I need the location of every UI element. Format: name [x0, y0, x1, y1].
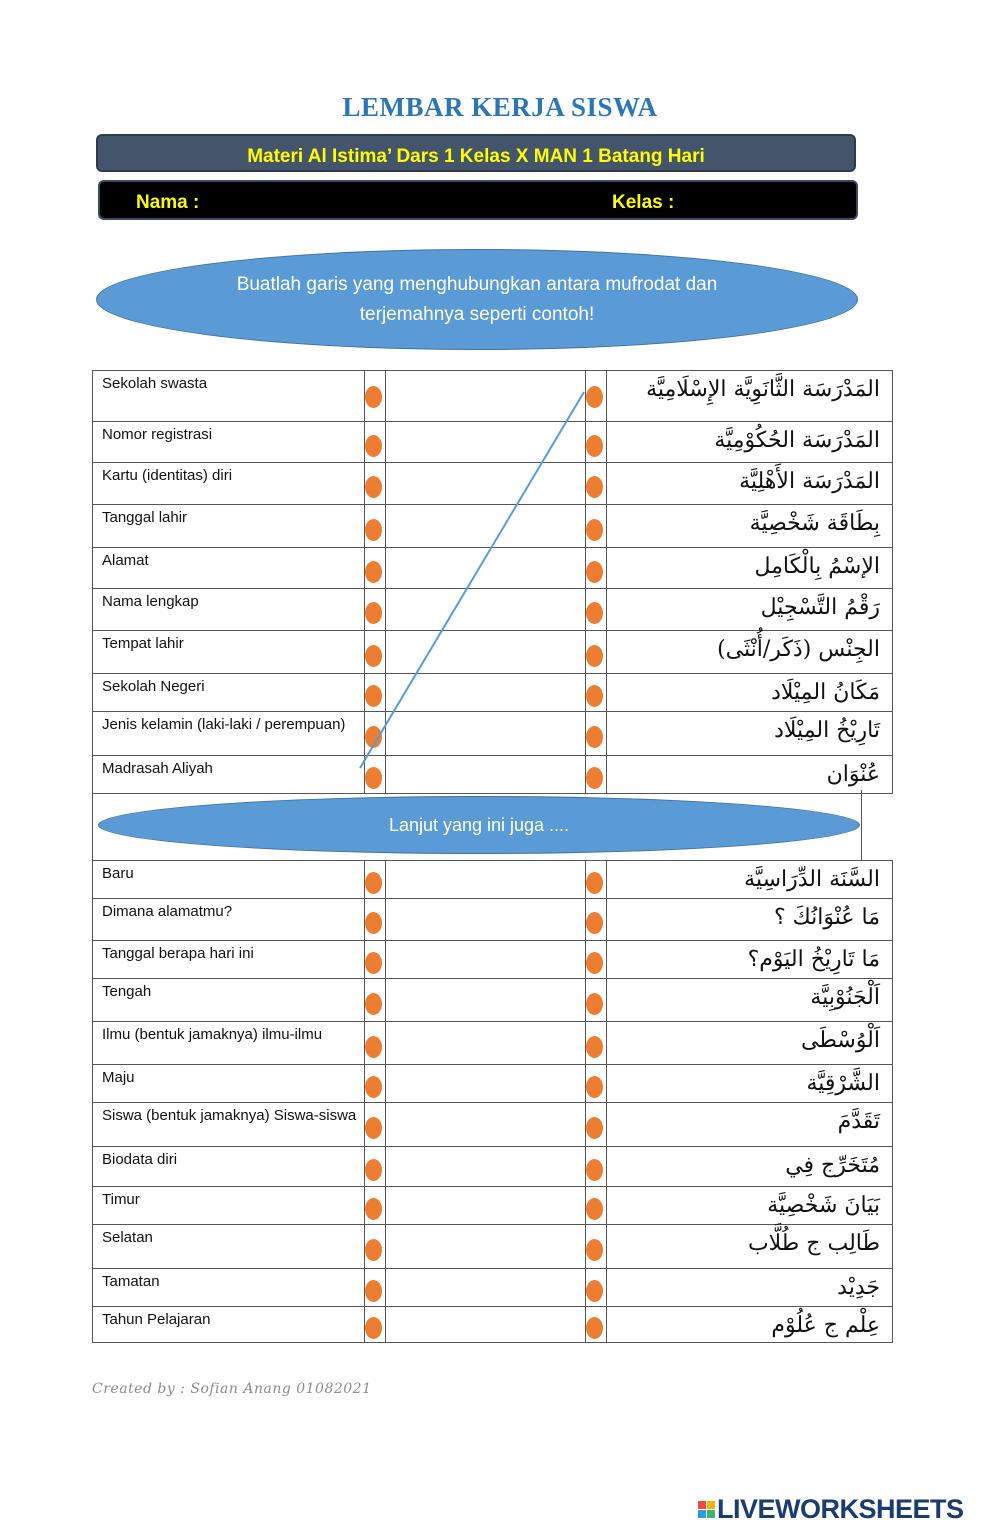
matching-table-2: [92, 860, 893, 1343]
class-label: Kelas :: [612, 192, 675, 213]
left-connector-dot[interactable]: [365, 952, 382, 974]
arabic-term: الشَّرْقِيَّة: [607, 1065, 893, 1103]
arabic-term: اَلْوُسْطَى: [607, 1022, 893, 1065]
connection-area: [386, 1103, 586, 1147]
left-connector-dot[interactable]: [365, 476, 382, 498]
right-connector-dot[interactable]: [586, 685, 603, 707]
instruction-bubble: [96, 249, 858, 350]
brand-name: LIVEWORKSHEETS: [717, 1493, 964, 1524]
left-connector-dot[interactable]: [365, 1280, 382, 1302]
table-row: [93, 674, 893, 712]
left-connector-dot[interactable]: [365, 1076, 382, 1098]
right-connector-dot[interactable]: [586, 1239, 603, 1261]
right-connector-dot[interactable]: [586, 519, 603, 541]
table-row: [93, 1307, 893, 1343]
left-connector-dot[interactable]: [365, 561, 382, 583]
indonesian-term: Sekolah Negeri: [93, 674, 365, 712]
table-row: [93, 1065, 893, 1103]
right-connector-dot[interactable]: [586, 726, 603, 748]
left-connector-dot[interactable]: [365, 872, 382, 894]
table-row: [93, 941, 893, 979]
right-connector-dot[interactable]: [586, 1076, 603, 1098]
connection-area: [386, 1307, 586, 1343]
student-info-bar: [98, 180, 858, 220]
left-connector-dot[interactable]: [365, 602, 382, 624]
page-title: LEMBAR KERJA SISWA: [342, 92, 658, 122]
connection-area: [386, 548, 586, 589]
indonesian-term: Timur: [93, 1187, 365, 1225]
indonesian-term: Tanggal lahir: [93, 505, 365, 548]
connection-area: [386, 979, 586, 1022]
arabic-term: مَا تَارِيْخُ اليَوْم؟: [607, 941, 893, 979]
indonesian-term: Jenis kelamin (laki-laki / perempuan): [93, 712, 365, 756]
right-connector-dot[interactable]: [586, 1198, 603, 1220]
arabic-term: المَدْرَسَة الحُكُوْمِيَّة: [607, 422, 893, 463]
left-connector-dot[interactable]: [365, 993, 382, 1015]
left-connector-dot[interactable]: [365, 1159, 382, 1181]
right-connector-dot[interactable]: [586, 767, 603, 789]
left-connector-dot[interactable]: [365, 1117, 382, 1139]
indonesian-term: Tempat lahir: [93, 631, 365, 674]
subject-banner: Materi Al Istima’ Dars 1 Kelas X MAN 1 Batang Hari: [96, 134, 856, 172]
arabic-term: الإسْمُ بِالْكَامِل: [607, 548, 893, 589]
indonesian-term: Dimana alamatmu?: [93, 899, 365, 941]
connection-area: [386, 1022, 586, 1065]
connection-area: [386, 941, 586, 979]
table-row: [93, 371, 893, 422]
table-row: [93, 1187, 893, 1225]
connection-area: [386, 861, 586, 899]
connection-area: [386, 899, 586, 941]
table-row: [93, 1022, 893, 1065]
right-connector-dot[interactable]: [586, 1280, 603, 1302]
table-row: [93, 979, 893, 1022]
connection-area: [386, 1269, 586, 1307]
connection-area: [386, 1065, 586, 1103]
left-connector-dot[interactable]: [365, 1317, 382, 1339]
liveworksheets-logo-icon: [698, 1501, 715, 1518]
left-connector-dot[interactable]: [365, 685, 382, 707]
connection-area: [386, 589, 586, 631]
right-connector-dot[interactable]: [586, 645, 603, 667]
right-connector-dot[interactable]: [586, 1036, 603, 1058]
table-row: [93, 631, 893, 674]
connection-area: [386, 674, 586, 712]
table-row: [93, 712, 893, 756]
arabic-term: تَقَدَّمَ: [607, 1103, 893, 1147]
arabic-term: السَّنَة الدِّرَاسِيَّة: [607, 861, 893, 899]
indonesian-term: Madrasah Aliyah: [93, 756, 365, 794]
connection-area: [386, 1147, 586, 1187]
arabic-term: مَا عُنْوَانُكَ ؟: [607, 899, 893, 941]
connection-area: [386, 422, 586, 463]
indonesian-term: Kartu (identitas) diri: [93, 463, 365, 505]
table-row: [93, 861, 893, 899]
right-connector-dot[interactable]: [586, 476, 603, 498]
arabic-term: المَدْرَسَة الثَّانَوِيَّة الإِسْلَامِيَّة: [607, 371, 893, 422]
name-label: Nama :: [136, 192, 200, 213]
right-connector-dot[interactable]: [586, 912, 603, 934]
connection-area: [386, 371, 586, 422]
left-connector-dot[interactable]: [365, 1036, 382, 1058]
connection-area: [386, 1187, 586, 1225]
indonesian-term: Tanggal berapa hari ini: [93, 941, 365, 979]
table-row: [93, 463, 893, 505]
left-connector-dot[interactable]: [365, 435, 382, 457]
left-connector-dot[interactable]: [365, 726, 382, 748]
arabic-term: طَالِب ج طُلَّاب: [607, 1225, 893, 1269]
table-row: [93, 589, 893, 631]
connection-area: [386, 631, 586, 674]
table-row: [93, 1225, 893, 1269]
left-connector-dot[interactable]: [365, 1198, 382, 1220]
left-connector-dot[interactable]: [365, 912, 382, 934]
arabic-term: جَدِيْد: [607, 1269, 893, 1307]
table-row: [93, 756, 893, 794]
indonesian-term: Sekolah swasta: [93, 371, 365, 422]
table-row: [93, 1147, 893, 1187]
right-connector-dot[interactable]: [586, 1159, 603, 1181]
indonesian-term: Nomor registrasi: [93, 422, 365, 463]
table-row: [93, 1269, 893, 1307]
right-connector-dot[interactable]: [586, 993, 603, 1015]
right-connector-dot[interactable]: [586, 872, 603, 894]
indonesian-term: Baru: [93, 861, 365, 899]
instruction-bubble-2: [98, 796, 860, 854]
arabic-term: المَدْرَسَة الأَهْلِيَّة: [607, 463, 893, 505]
table-row: [93, 505, 893, 548]
table-row: [93, 899, 893, 941]
liveworksheets-logo: [698, 1493, 964, 1524]
table-row: [93, 548, 893, 589]
indonesian-term: Biodata diri: [93, 1147, 365, 1187]
right-connector-dot[interactable]: [586, 952, 603, 974]
matching-table-1: [92, 370, 893, 794]
instruction-text-2: Lanjut yang ini juga ....: [388, 814, 570, 835]
right-connector-dot[interactable]: [586, 602, 603, 624]
indonesian-term: Siswa (bentuk jamaknya) Siswa-siswa: [93, 1103, 365, 1147]
credit-text: Created by : Sofian Anang 01082021: [92, 1381, 372, 1397]
connection-area: [386, 712, 586, 756]
indonesian-term: Tamatan: [93, 1269, 365, 1307]
arabic-term: بَيَانَ شَخْصِيَّة: [607, 1187, 893, 1225]
arabic-term: تَارِيْخُ المِيْلَاد: [607, 712, 893, 756]
left-connector-dot[interactable]: [365, 767, 382, 789]
connection-area: [386, 463, 586, 505]
instruction-text: Buatlah garis yang menghubungkan antara mufrodat dan terjemahnya seperti contoh!: [236, 273, 718, 325]
arabic-term: عِلْم ج عُلُوْم: [607, 1307, 893, 1343]
indonesian-term: Selatan: [93, 1225, 365, 1269]
arabic-term: مُتَخَرِّج فِي: [607, 1147, 893, 1187]
right-connector-dot[interactable]: [586, 1317, 603, 1339]
left-connector-dot[interactable]: [365, 519, 382, 541]
table-row: [93, 1103, 893, 1147]
arabic-term: اَلْجَنُوْبِيَّة: [607, 979, 893, 1022]
arabic-term: عُنْوَان: [607, 756, 893, 794]
connection-area: [386, 505, 586, 548]
right-connector-dot[interactable]: [586, 386, 603, 408]
indonesian-term: Maju: [93, 1065, 365, 1103]
indonesian-term: Tengah: [93, 979, 365, 1022]
left-connector-dot[interactable]: [365, 1239, 382, 1261]
connection-area: [386, 1225, 586, 1269]
arabic-term: رَقْمُ التَّسْجِيْل: [607, 589, 893, 631]
indonesian-term: Tahun Pelajaran: [93, 1307, 365, 1343]
connection-area: [386, 756, 586, 794]
left-connector-dot[interactable]: [365, 386, 382, 408]
indonesian-term: Nama lengkap: [93, 589, 365, 631]
left-connector-dot[interactable]: [365, 645, 382, 667]
arabic-term: الجِنْس (ذَكَر/أُنْثَى): [607, 631, 893, 674]
table-row: [93, 422, 893, 463]
right-connector-dot[interactable]: [586, 561, 603, 583]
arabic-term: مَكَانُ المِيْلَاد: [607, 674, 893, 712]
indonesian-term: Ilmu (bentuk jamaknya) ilmu-ilmu: [93, 1022, 365, 1065]
indonesian-term: Alamat: [93, 548, 365, 589]
right-connector-dot[interactable]: [586, 1117, 603, 1139]
arabic-term: بِطَاقَة شَخْصِيَّة: [607, 505, 893, 548]
right-connector-dot[interactable]: [586, 435, 603, 457]
